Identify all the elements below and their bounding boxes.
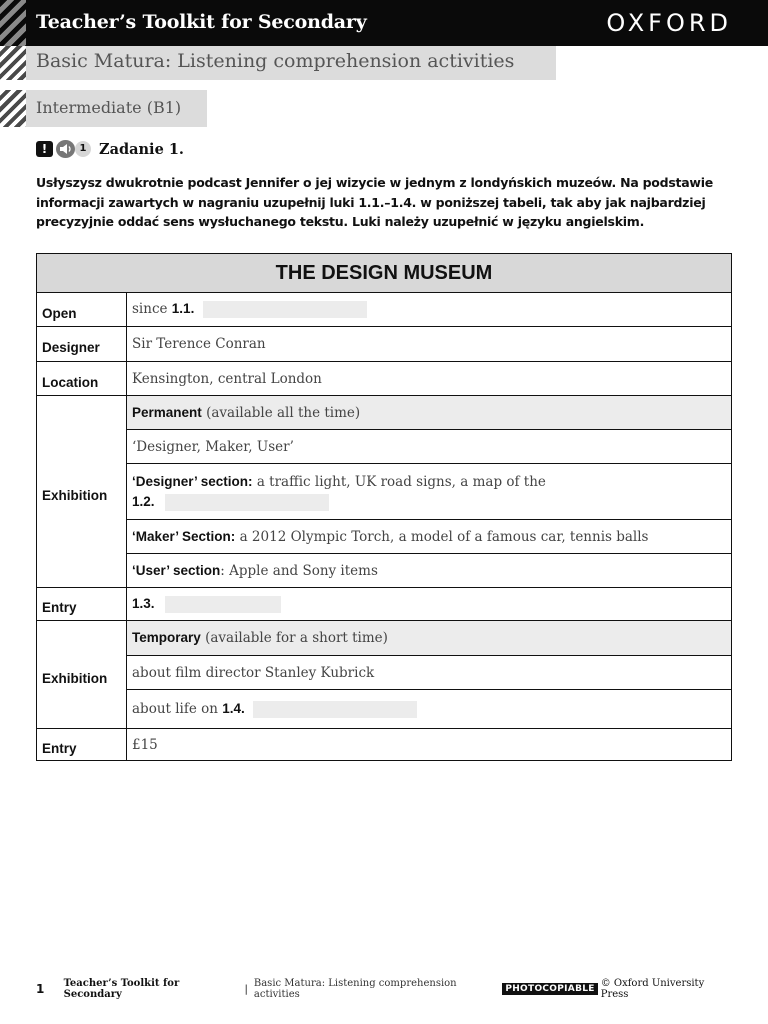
task-heading: [36, 139, 184, 159]
table-row-kubrick: [37, 656, 732, 690]
footer-separator: |: [244, 983, 248, 995]
table-row-exhibition-temporary: [37, 621, 732, 656]
section-text: a 2012 Olympic Torch, a model of a famous car, tennis balls: [239, 528, 649, 545]
exhibition-type: Temporary: [132, 630, 201, 645]
gap-number: 1.1.: [171, 301, 195, 316]
answer-gap-1-2[interactable]: [165, 494, 329, 511]
answer-gap-1-3[interactable]: [165, 596, 281, 613]
course-stripes: [0, 46, 26, 80]
table-row-entry-2: [37, 729, 732, 761]
section-text: : Apple and Sony items: [220, 562, 378, 579]
table-row-designer: [37, 327, 732, 362]
exhibition-type-note: (available for a short time): [205, 630, 388, 646]
header-stripes: [0, 0, 26, 46]
page-number: 1: [36, 982, 45, 996]
level-stripes: [0, 90, 26, 127]
row-value: [127, 621, 732, 656]
answer-gap-1-1[interactable]: [203, 301, 367, 318]
row-value: [127, 554, 732, 588]
open-prefix: since: [132, 301, 168, 317]
table-row-designer-section: [37, 464, 732, 520]
row-value: [127, 588, 732, 621]
answer-gap-1-4[interactable]: [253, 701, 417, 718]
footer-right: [502, 978, 732, 1000]
table-row-open: [37, 293, 732, 327]
table-row-entry-1: [37, 588, 732, 621]
course-band: [0, 46, 556, 80]
row-value: £15: [127, 729, 732, 761]
exhibition-type: Permanent: [132, 404, 202, 420]
row-value: [127, 293, 732, 327]
row-label: Exhibition: [37, 621, 127, 729]
section-head: ‘Designer’ section:: [132, 473, 253, 489]
exhibition-type-note: (available all the time): [206, 404, 361, 421]
table-row-maker-section: [37, 520, 732, 554]
row-label: Open: [37, 293, 127, 327]
row-value: [127, 520, 732, 554]
photocopiable-badge: PHOTOCOPIABLE: [502, 983, 597, 995]
table-row-location: [37, 362, 732, 396]
speaker-icon: [56, 140, 75, 158]
row-value: [127, 690, 732, 729]
instructions: Usłyszysz dwukrotnie podcast Jennifer o jej wizycie w jednym z londyńskich muzeów. Na podstawie informacji zawartych w nagraniu uzupełnij luki 1.1.–1.4. w poniższej tabeli, tak aby jak najbardziej precyzyjnie oddać sens wysłuchanego tekstu. Luki należy uzupełnić w języku angielskim.: [36, 175, 713, 229]
table-title: THE DESIGN MUSEUM: [37, 254, 732, 293]
track-number-badge: 1: [75, 141, 91, 157]
table-row-user-section: [37, 554, 732, 588]
table-row-exhibition-name: [37, 430, 732, 464]
row-value: Kensington, central London: [127, 362, 732, 396]
header-bar: [0, 0, 768, 46]
oxford-logo: OXFORD: [606, 9, 732, 37]
row-value: [127, 464, 732, 520]
copyright: © Oxford University Press: [600, 978, 705, 1000]
section-head: ‘Maker’ Section:: [132, 528, 236, 544]
row-value: [127, 396, 732, 430]
section-text: a traffic light, UK road signs, a map of the: [256, 473, 546, 490]
row-value: Sir Terence Conran: [127, 327, 732, 362]
section-head: ‘User’ section: [132, 562, 221, 578]
footer-title: Teacher’s Toolkit for Secondary: [63, 978, 180, 1000]
museum-table: [36, 253, 732, 761]
row-value: ‘Designer, Maker, User’: [127, 430, 732, 464]
row-label: Designer: [37, 327, 127, 362]
gap-number: 1.3.: [132, 595, 155, 611]
row-label: Location: [37, 362, 127, 396]
table-row-life-on: [37, 690, 732, 729]
header-title: Teacher’s Toolkit for Secondary: [36, 11, 367, 33]
gap-number: 1.4.: [222, 700, 245, 716]
course-title: Basic Matura: Listening comprehension activities: [36, 50, 515, 72]
table-row-exhibition-permanent: [37, 396, 732, 430]
gap-number: 1.2.: [132, 493, 155, 509]
row-label: Exhibition: [37, 396, 127, 588]
exclamation-icon: !: [36, 141, 53, 157]
life-prefix: about life on: [132, 700, 218, 717]
task-label: Zadanie 1.: [99, 140, 184, 158]
row-label: Entry: [37, 588, 127, 621]
level-title: Intermediate (B1): [36, 98, 182, 117]
level-band: [0, 90, 207, 127]
page-footer: [36, 978, 732, 1000]
row-value: about film director Stanley Kubrick: [127, 656, 732, 690]
row-label: Entry: [37, 729, 127, 761]
footer-subtitle: Basic Matura: Listening comprehension activities: [253, 978, 457, 1000]
